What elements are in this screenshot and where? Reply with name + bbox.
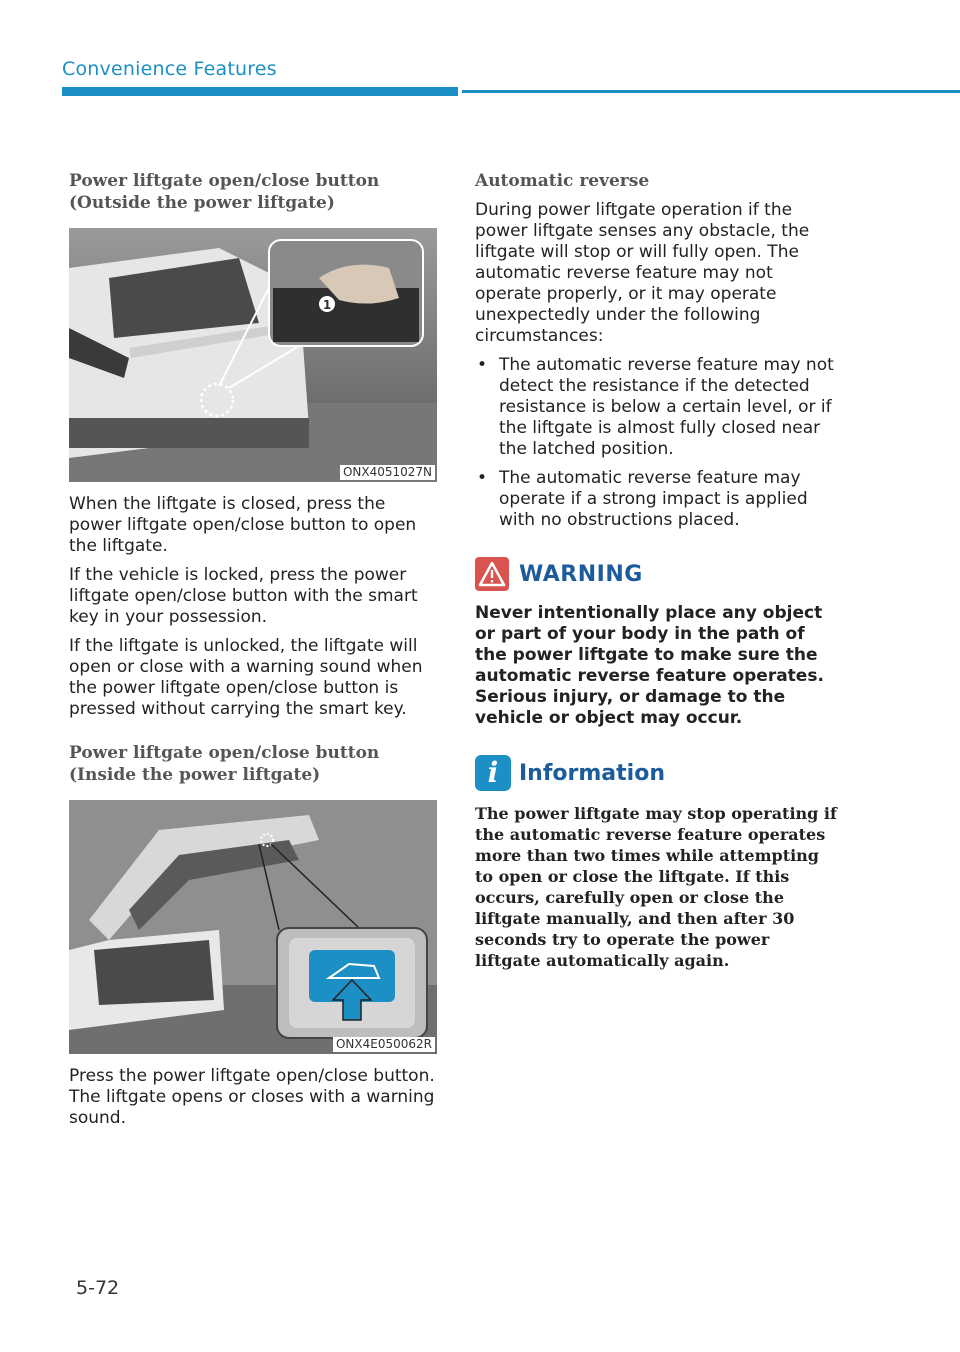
information-header [475,755,837,791]
header-rule-thick [62,87,458,96]
right-column [475,170,837,971]
figure-caption: ONX4051027N [340,465,435,480]
figure-caption: ONX4E050062R [333,1037,435,1052]
body-paragraph: During power liftgate operation if the power liftgate senses any obstacle, the liftgate will stop or will fully open. The automatic reverse feature may not operate properly, or it may operate unexpectedly under the following circumstances: [475,200,810,346]
information-title: Information [519,760,665,786]
body-paragraph: If the vehicle is locked, press the power liftgate open/close button with the smart key in your possession. [69,565,418,627]
body-paragraph: When the liftgate is closed, press the power liftgate open/close button to open the liftgate. [69,494,417,556]
information-text: The power liftgate may stop operating if the automatic reverse feature operates more than two times while attempting to open or close the liftgate. If this occurs, carefully open or close the liftgate manually, and then after 30 seconds try to operate the power liftgate automatically again. [475,804,837,970]
liftgate-inside-illustration [69,800,437,1054]
body-paragraph: If the liftgate is unlocked, the liftgate will open or close with a warning sound when the power liftgate open/close button is pressed without carrying the smart key. [69,636,423,719]
bullet-list [475,355,837,531]
heading-inside-button: Power liftgate open/close button (Inside the power liftgate) [69,743,380,785]
warning-header [475,557,837,591]
liftgate-outside-illustration [69,228,437,482]
section-title: Convenience Features [62,58,277,80]
page-number: 5-72 [76,1277,120,1299]
body-paragraph: Press the power liftgate open/close button. The liftgate opens or closes with a warning sound. [69,1066,435,1128]
heading-outside-button: Power liftgate open/close button (Outside the power liftgate) [69,171,380,213]
left-column [69,170,437,1137]
figure-outside-button [69,228,437,482]
heading-automatic-reverse: Automatic reverse [475,171,650,191]
list-item: • The automatic reverse feature may operate if a strong impact is applied with no obstructions placed. [475,468,837,531]
info-icon: i [475,755,511,791]
warning-triangle-icon [475,557,509,591]
header-rule-thin [462,90,960,93]
warning-text: Never intentionally place any object or part of your body in the path of the power liftgate to make sure the automatic reverse feature operates. Serious injury, or damage to the vehicle or object may occur. [475,603,824,728]
figure-inside-button [69,800,437,1054]
warning-title: WARNING [519,561,643,587]
list-item: • The automatic reverse feature may not detect the resistance if the detected resistance is below a certain level, or if the liftgate is almost fully closed near the latched position. [475,355,837,460]
callout-1-label: 1 [322,298,332,312]
